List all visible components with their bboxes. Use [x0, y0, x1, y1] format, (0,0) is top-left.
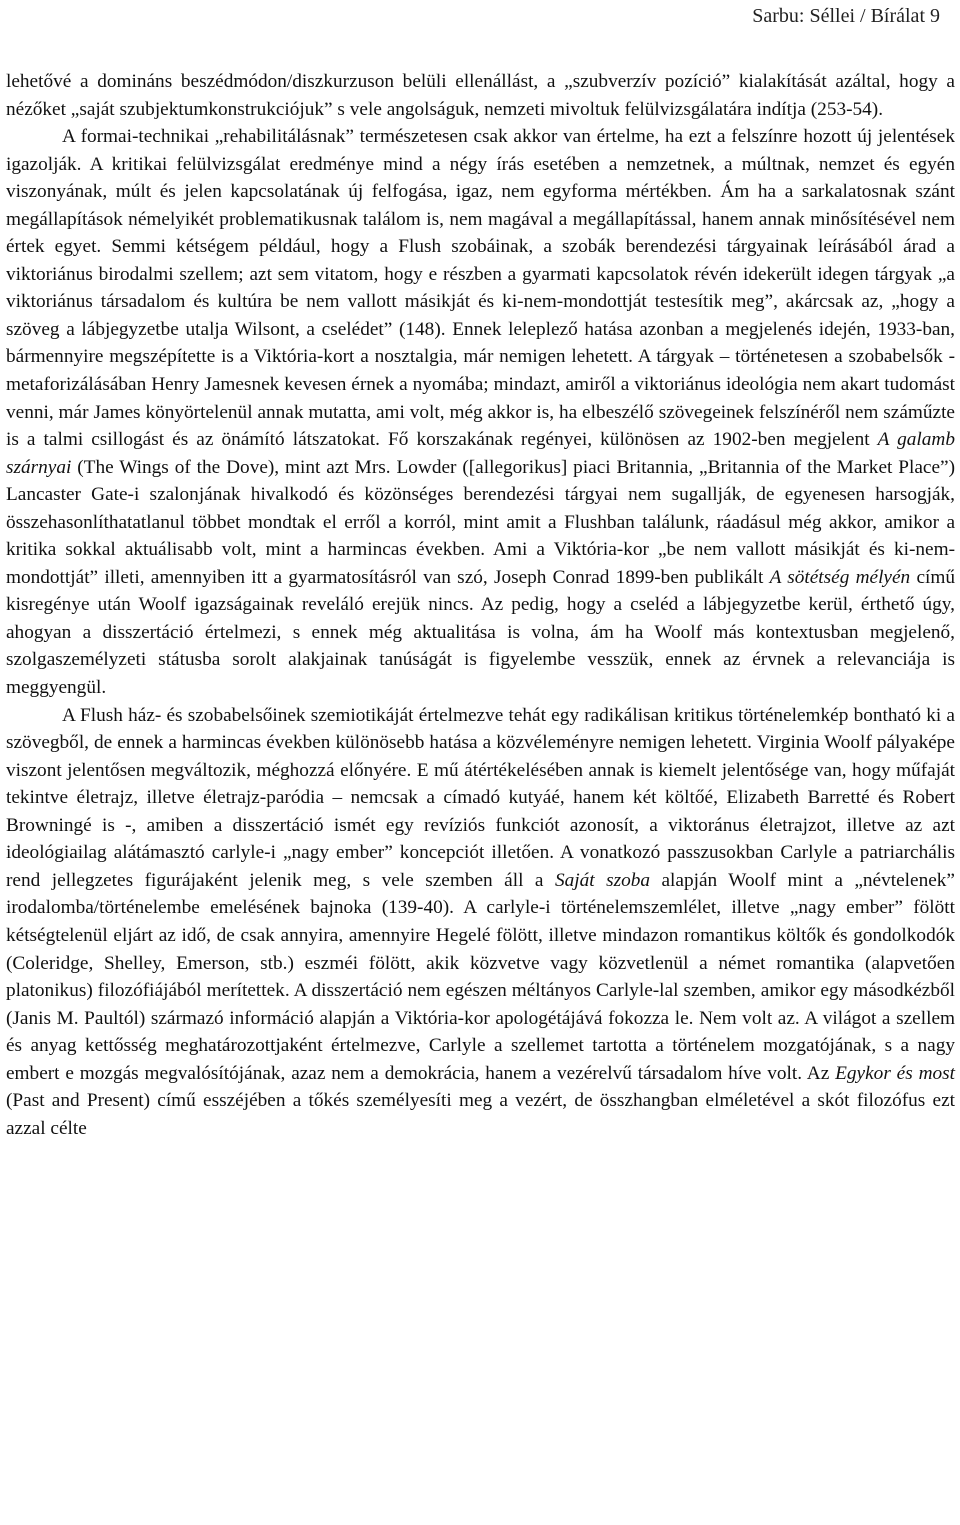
document-body — [6, 68, 955, 1142]
paragraph-rehabilitation — [6, 123, 955, 701]
paragraph-text: A formai-technikai „rehabilitálásnak” természetesen csak akkor van értelme, ha ezt a felszínre hozott új jelentések igazolják. A kritikai felülvizsgálat eredménye mind a négy írás esetében a nemzetnek, a múltnak, nemzet és egyén viszonyának, múlt és jelen kapcsolatának új felfogása, igaz, nem egyforma mértékben. Ám ha a sarkalatosnak szánt megállapítások némelyikét problematikusnak találom is, nem magával a megállapítással, hanem annak minősítésével nem értek egyet. Semmi kétségem például, hogy a Flush szobáinak, a szobák berendezési tárgyainak leírásából árad a viktoriánus birodalmi szellem; azt sem vitatom, hogy e részben a gyarmati kapcsolatok révén idekerült idegen tárgyak „a viktoriánus társadalom és kultúra be nem vallott másikját és ki-nem-mondottját testesítik meg”, akárcsak az, „hogy a szöveg a lábjegyzetbe utalja Wilsont, a cselédet” (148). Ennek leleplező hatása azonban a megjelenés idején, 1933-ban, bármennyire megszépítette is a Viktória-kort a nosztalgia, már nemigen lehetett. A tárgyak – történetesen a szobabelsők - metaforizálásában Henry Jamesnek kevesen érnek a nyomába; mindazt, amiről a viktoriánus ideológia nem akart tudomást venni, már James könyörtelenül annak mutatta, ami volt, még akkor is, ha elbeszélő szövegeinek felszínéről nem száműzte is a talmi csillogást és az önámító látszatokat. Fő korszakának regényei, különösen az 1902-ben megjelent — [6, 126, 955, 451]
italic-title: Saját szoba — [554, 869, 651, 891]
paragraph-text: lehetővé a domináns beszédmódon/diszkurzuson belüli ellenállást, a „szubverzív pozíció” kialakítását azáltal, hogy a nézőket „saját szubjektumkonstrukciójuk” s vele angolságuk, nemzeti mivoltuk felülvizsgálatára indítja (253-54). — [6, 71, 955, 120]
paragraph-text: A Flush ház- és szobabelsőinek szemiotikáját értelmezve tehát egy radikálisan kritikus történelemkép bontható ki a szövegből, de ennek a harmincas években különösebb hatása a közvéleményre nemigen lehetett. Virginia Woolf pályaképe viszont jelentősen megváltozik, méghozzá előnyére. E mű átértékelésében annak is kiemelt jelentősége van, hogy műfaját tekintve életrajz, illetve életrajz-paródia – nemcsak a címadó kutyáé, hanem két költőé, Elizabeth Barretté és Robert Browningé is -, amiben a disszertáció ismét egy revíziós funkciót azonosít, a viktoránus életrajzot, illetve az azt ideológiailag alátámasztó carlyle-i „nagy ember” koncepciót illetően. A vonatkozó passzusokban Carlyle a patriarchális rend jellegzetes figurájaként jelenik meg, s vele szemben áll a — [6, 704, 955, 891]
paragraph-flush-semiotics — [6, 702, 955, 1143]
paragraph-continuation — [6, 68, 955, 123]
running-header: Sarbu: Séllei / Bírálat 9 — [752, 5, 940, 27]
paragraph-text: (The Wings of the Dove), mint azt Mrs. Lowder ([allegorikus] piaci Britannia, „Britannia of the Market Place”) Lancaster Gate-i szalonjának hivalkodó és közönséges berendezési tárgyai nem sugallják, de egyenesen harsogják, összehasonlíthatatlanul többet mondtak el erről a korról, mint amit a Flushban találunk, ráadásul még akkor, amikor a kritika sokkal aktuálisabb volt, mint a harmincas években. Ami a Viktória-kor „be nem vallott másikját és ki-nem-mondottját” illeti, amennyiben itt a gyarmatosításról van szó, Joseph Conrad 1899-ben publikált — [6, 456, 955, 588]
paragraph-text: alapján Woolf mint a „névtelenek” irodalomba/történelembe emelésének bajnoka (139-40). A carlyle-i történelemszemlélet, illetve „nagy ember” fölött kétségtelenül eljárt az idő, de csak annyira, amennyire Hegelé fölött, illetve mindazon romantikus költők és gondolkodók (Coleridge, Shelley, Emerson, stb.) eszméi fölött, akik közvetve vagy közvetlenül a német romantika (alapvetően platonikus) filozófiájából merítettek. A disszertáció nem egészen méltányos Carlyle-lal szemben, amikor egy másodkézből (Janis M. Paultól) származó információ alapján a Viktória-kor apologétájává fokozza le. Nem volt az. A világot a szellem és anyag kettősség meghatározottjaként értelmezve, Carlyle a szellemet tartotta a történelem mozgatójának, s a nagy embert e mozgás megvalósítójának, azaz nem a demokrácia, hanem a vezérelvű társadalom híve volt. Az — [6, 869, 955, 1084]
italic-title: A galamb szárnyai — [6, 429, 955, 478]
paragraph-text: (Past and Present) című esszéjében a tőkés személyesíti meg a vezért, de összhangban elméletével a skót filozófus ezt azzal célte — [6, 1090, 955, 1139]
paragraph-text: című kisregénye után Woolf igazságainak reveláló erejük nincs. Az pedig, hogy a cseléd a lábjegyzetbe kerül, érthető úgy, ahogyan a disszertáció értelmezi, s ennek még aktualitása is volna, ám ha Woolf más kontextusban megjelenő, szolgaszemélyzeti státusba sorolt alakjainak tanúságát is figyelembe vesszük, ennek az érvnek a relevanciája is meggyengül. — [6, 566, 956, 699]
italic-title: Egykor és most — [835, 1062, 955, 1084]
italic-title: A sötétség mélyén — [769, 566, 911, 588]
